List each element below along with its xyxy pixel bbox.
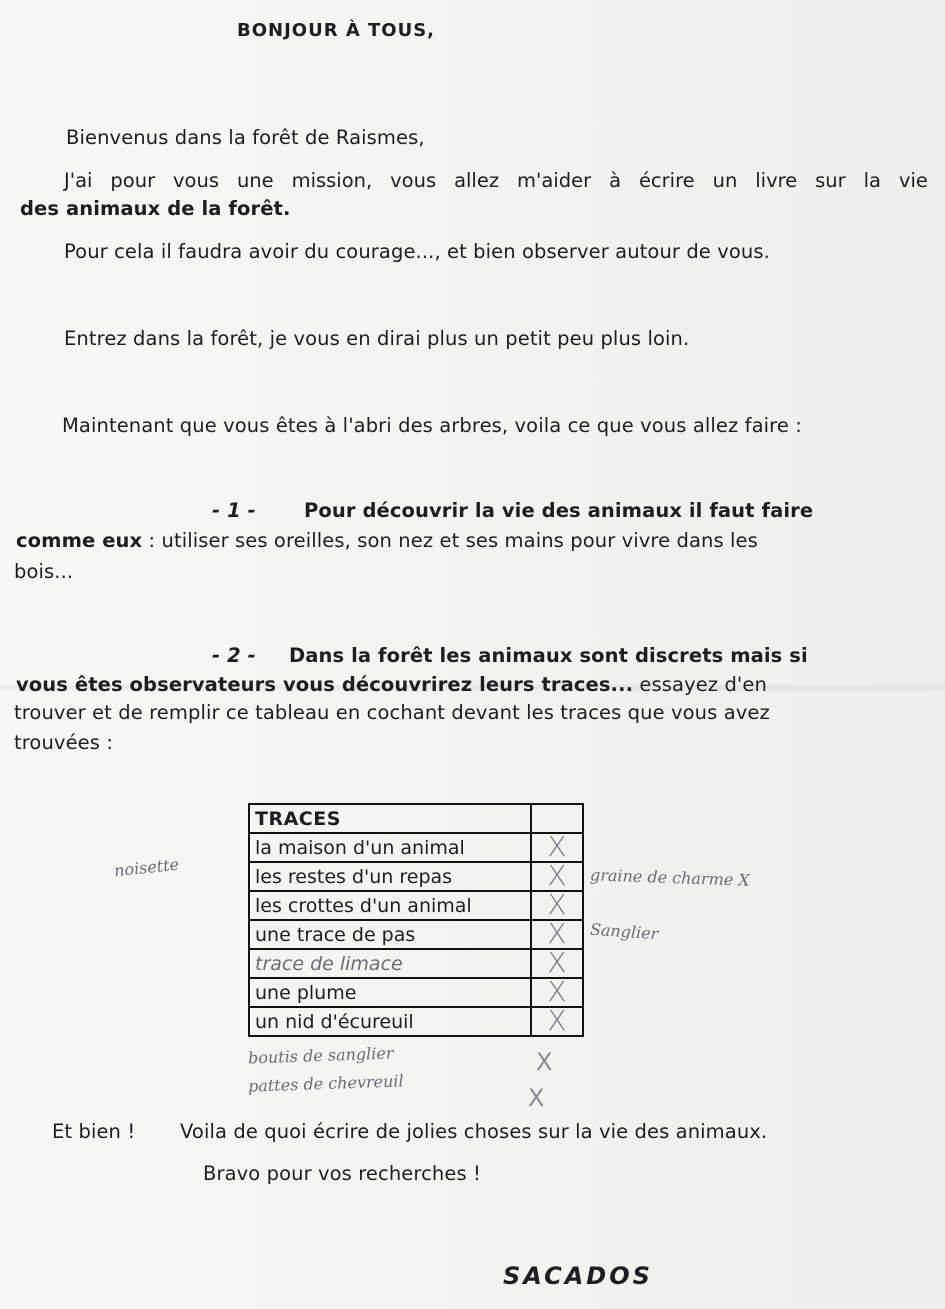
table-header-row <box>249 804 583 833</box>
step2-marker: - 2 - <box>212 644 256 667</box>
check-mark-icon: X <box>528 1084 545 1112</box>
row-check[interactable] <box>531 975 583 1008</box>
step2-line3: trouver et de remplir ce tableau en cochant devant les traces que vous avez <box>14 701 770 724</box>
table-row <box>249 949 583 978</box>
mission-word: m'aider <box>517 169 592 192</box>
table-row <box>249 833 583 862</box>
traces-table <box>248 803 584 1037</box>
row-check[interactable] <box>531 917 583 950</box>
row-check[interactable] <box>531 946 583 979</box>
greeting: BONJOUR À TOUS, <box>237 20 436 41</box>
check-mark-icon: X <box>547 830 567 863</box>
row-label: la maison d'un animal <box>249 833 531 862</box>
row-label-handwritten: trace de limace <box>249 949 531 978</box>
paragraph-welcome: Bienvenus dans la forêt de Raismes, <box>66 126 425 149</box>
step2-line2-rest: essayez d'en <box>639 673 767 696</box>
mission-word: à <box>609 169 622 192</box>
mission-word: vie <box>898 169 928 192</box>
step1-marker: - 1 - <box>212 499 256 522</box>
paragraph-enter: Entrez dans la forêt, je vous en dirai plus un petit peu plus loin. <box>64 327 690 350</box>
mission-word: pour <box>110 169 156 192</box>
mission-word: écrire <box>638 169 695 192</box>
mission-word: J'ai <box>64 169 93 192</box>
step2-line2-bold: vous êtes observateurs vous découvrirez leurs traces... <box>16 673 634 696</box>
handwritten-noisette: noisette <box>113 854 180 881</box>
paragraph-courage: Pour cela il faudra avoir du courage..., et bien observer autour de vous. <box>64 240 770 263</box>
table-row <box>249 891 583 920</box>
row-label: une plume <box>249 978 531 1007</box>
signature: SACADOS <box>503 1262 653 1290</box>
handwritten-boutis: boutis de sanglier <box>247 1043 394 1068</box>
check-mark-icon: X <box>547 1004 567 1037</box>
check-mark-icon: X <box>536 1048 553 1076</box>
mission-word: la <box>863 169 881 192</box>
row-label: un nid d'écureuil <box>249 1007 531 1036</box>
step1-line2-rest: : utiliser ses oreilles, son nez et ses mains pour vivre dans les <box>148 529 758 552</box>
mission-word: mission, <box>291 169 373 192</box>
mission-word: vous <box>390 169 437 192</box>
step1-line2 <box>16 529 758 552</box>
check-mark-icon: X <box>547 946 567 979</box>
row-label: les crottes d'un animal <box>249 891 531 920</box>
table-row <box>249 1007 583 1036</box>
handwritten-graine: graine de charme X <box>589 865 751 890</box>
check-mark-icon: X <box>547 859 567 892</box>
mission-word: sur <box>815 169 846 192</box>
row-check[interactable] <box>531 888 583 921</box>
table-row <box>249 978 583 1007</box>
paragraph-now: Maintenant que vous êtes à l'abri des arbres, voila ce que vous allez faire : <box>62 414 802 437</box>
row-label: une trace de pas <box>249 920 531 949</box>
handwritten-pattes: pattes de chevreuil <box>247 1071 404 1096</box>
step2-line1: Dans la forêt les animaux sont discrets mais si <box>289 644 808 667</box>
row-label: les restes d'un repas <box>249 862 531 891</box>
table-header-check <box>531 804 583 833</box>
closing-line1: Voila de quoi écrire de jolies choses sur la vie des animaux. <box>180 1120 768 1143</box>
mission-word: une <box>236 169 274 192</box>
closing-line2: Bravo pour vos recherches ! <box>203 1162 481 1185</box>
paragraph-mission-line1 <box>64 169 928 192</box>
step1-line2-bold: comme eux <box>16 529 143 552</box>
row-check[interactable] <box>531 859 583 892</box>
check-mark-icon: X <box>547 888 567 921</box>
mission-word: vous <box>173 169 220 192</box>
table-header: TRACES <box>249 804 531 833</box>
step2-line2 <box>16 673 767 696</box>
handwritten-sanglier: Sanglier <box>589 919 659 944</box>
table-row <box>249 862 583 891</box>
paragraph-mission-line2: des animaux de la forêt. <box>20 197 291 220</box>
step2-line4: trouvées : <box>14 731 113 754</box>
step1-line1: Pour découvrir la vie des animaux il faut faire <box>304 499 814 522</box>
table-row <box>249 920 583 949</box>
step1-line3: bois... <box>14 560 74 583</box>
mission-word: allez <box>454 169 500 192</box>
closing-exclamation: Et bien ! <box>52 1120 136 1143</box>
check-mark-icon: X <box>547 975 567 1008</box>
mission-word: un <box>712 169 738 192</box>
check-mark-icon: X <box>547 917 567 950</box>
row-check[interactable] <box>531 1004 583 1037</box>
row-check[interactable] <box>531 830 583 863</box>
mission-word: livre <box>755 169 798 192</box>
